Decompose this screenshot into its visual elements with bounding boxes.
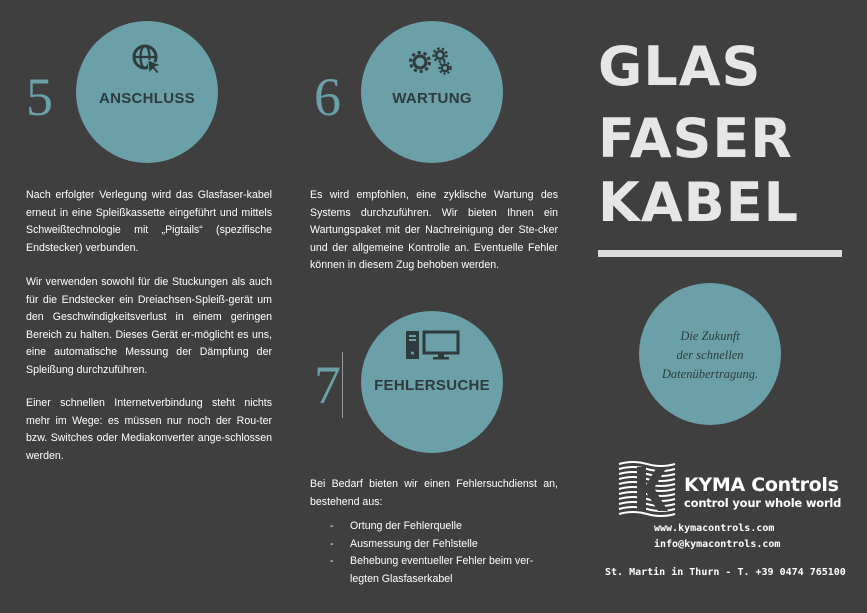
section-5-circle: [76, 21, 218, 163]
section-6-circle: [361, 21, 503, 163]
tagline-line-3: Datenübertragung.: [661, 367, 759, 381]
kyma-logo-icon: [617, 461, 679, 517]
list-item: - Ausmessung der Fehlstelle: [330, 537, 478, 550]
brand-name: KYMA Controls: [684, 474, 839, 496]
section-6-number: 6: [314, 67, 341, 127]
section-7-paragraph-1: Bei Bedarf bieten wir einen Fehlersuchdienst an, bestehend aus:: [310, 478, 558, 508]
section-5-title: ANSCHLUSS: [98, 90, 196, 107]
brand-slogan: control your whole world: [684, 496, 842, 510]
list-item: - Behebung eventueller Fehler beim ver-: [330, 555, 534, 568]
section-7-circle: [361, 311, 503, 453]
brand-email-link[interactable]: info@kymacontrols.com: [654, 539, 781, 550]
list-item: legten Glasfaserkabel: [350, 572, 453, 585]
section-6-title: WARTUNG: [392, 90, 472, 107]
tagline-line-2: der schnellen: [676, 348, 744, 362]
tagline-circle: [639, 283, 781, 425]
headline-line-1: GLAS: [598, 35, 762, 98]
headline-line-3: KABEL: [598, 171, 800, 234]
section-6-paragraph-1: Es wird empfohlen, eine zyklische Wartung des Systems durchzuführen. Wir bieten Ihnen ein Wartungspaket mit der Nachreinigung der Ste-cker und der allgemeine Kontrolle an. Eventuelle Fehler können in diesem Zug behoben werden.: [310, 189, 558, 272]
section-7-number: 7: [314, 355, 341, 415]
section-5-paragraph-2: Wir verwenden sowohl für die Stuckungen als auch für die Endstecker ein Dreiachsen-Spleiß-gerät um den Geschwindigkeitsverlust in einem geringen Bereich zu halten. Dieses Gerät er-möglicht es uns, eine automatische Messung der Dämpfung der Spleißung durchzuführen.: [26, 276, 272, 376]
section-7-title: FEHLERSUCHE: [374, 377, 490, 394]
brand-address: St. Martin in Thurn - T. +39 0474 765100: [605, 567, 846, 578]
section-5-number: 5: [26, 67, 53, 127]
section-5-paragraph-1: Nach erfolgter Verlegung wird das Glasfaser-kabel erneut in eine Spleißkassette eingeführt und mittels Schweißtechnologie mit „Pigtails“ (spezifische Endstecker) verbunden.: [26, 189, 272, 254]
tagline-line-1: Die Zukunft: [680, 329, 740, 343]
section-5-paragraph-3: Einer schnellen Internetverbindung steht nichts mehr im Wege: es müssen nur noch der Rou-ter bzw. Switches oder Mediakonverter ange-schlossen werden.: [26, 397, 272, 462]
headline-underline: [598, 250, 842, 257]
brand-web-link[interactable]: www.kymacontrols.com: [654, 523, 775, 534]
list-item: - Ortung der Fehlerquelle: [330, 520, 462, 532]
computer-icon: [404, 330, 460, 362]
globe-cursor-icon: [131, 43, 163, 75]
section-7-list: [330, 518, 533, 588]
headline-line-2: FASER: [598, 107, 793, 170]
section-7-divider: [342, 352, 343, 418]
gears-icon: [409, 46, 455, 76]
